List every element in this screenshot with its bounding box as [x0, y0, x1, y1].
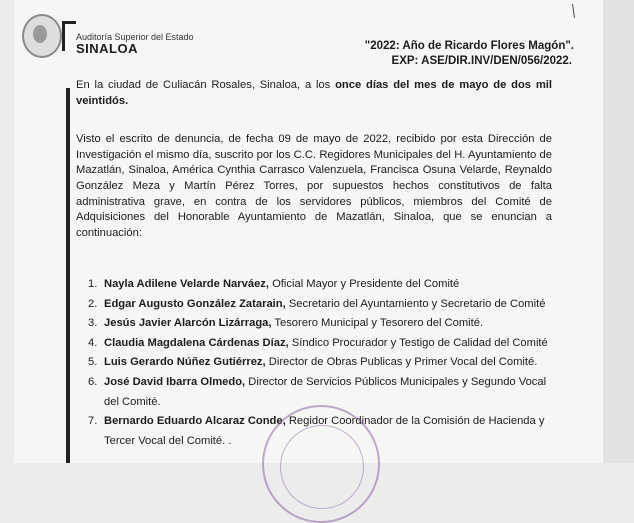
official-stamp	[262, 405, 380, 523]
complaint-paragraph: Visto el escrito de denuncia, de fecha 09 de mayo de 2022, recibido por esta Dirección de Investigación el mismo día, suscrito por los C.C. Regidores Municipales del H. Ayuntamiento de Mazatlán, Sinaloa, América Cynthia Carrasco Valenzuela, Francisca Osuna Velarde, Reynaldo González Meza y Martín Pérez Torres, por supuestos hechos constitutivos de falta administrativa grave, en contra de los servidores públicos, miembros del Comité de Adquisiciones del Honorable Ayuntamiento de Mazatlán, Sinaloa, que se enuncian a continuación:	[76, 133, 552, 240]
member-name: Jesús Javier Alarcón Lizárraga,	[104, 317, 272, 330]
member-name: Nayla Adilene Velarde Narváez,	[104, 278, 269, 290]
member-name: Edgar Augusto González Zatarain,	[104, 297, 286, 310]
file-number: EXP: ASE/DIR.INV/DEN/056/2022.	[391, 55, 572, 67]
coat-of-arms-icon	[22, 14, 62, 58]
list-item: 2. Edgar Augusto González Zatarain, Secretario del Ayuntamiento y Secretario de Comité	[88, 297, 546, 310]
state-name: SINALOA	[76, 41, 138, 56]
member-name: Bernardo Eduardo Alcaraz Conde,	[104, 415, 286, 428]
member-role: Director de Obras Publicas y Primer Vocal del Comité.	[265, 356, 538, 369]
scan-edge	[603, 0, 634, 463]
list-item: 4. Claudia Magdalena Cárdenas Díaz, Síndico Procurador y Testigo de Calidad del Comité	[88, 336, 548, 349]
member-role: Secretario del Ayuntamiento y Secretario de Comité	[285, 297, 546, 310]
member-role: Director de Servicios Públicos Municipales y Segundo Vocal del Comité.	[104, 375, 547, 408]
year-slogan: "2022: Año de Ricardo Flores Magón".	[364, 40, 574, 52]
date-paragraph	[76, 78, 552, 109]
stamp-inner-ring	[280, 425, 364, 509]
logo-bar	[62, 21, 65, 51]
date-text: En la ciudad de Culiacán Rosales, Sinaloa, a los	[76, 79, 336, 91]
list-item: 5. Luis Gerardo Núñez Gutiérrez, Director de Obras Publicas y Primer Vocal del Comité.	[88, 356, 538, 369]
margin-rule	[66, 88, 70, 463]
list-item: 1. Nayla Adilene Velarde Narváez, Oficial Mayor y Presidente del Comité	[88, 278, 460, 290]
date-bold: once días del mes de mayo de dos mil veintidós.	[76, 79, 552, 107]
member-role: Regidor Coordinador de la Comisión de Hacienda y Tercer Vocal del Comité. .	[104, 415, 545, 447]
member-role: Síndico Procurador y Testigo de Calidad del Comité	[288, 336, 548, 349]
member-role: Oficial Mayor y Presidente del Comité	[269, 278, 460, 290]
member-role: Tesorero Municipal y Tesorero del Comité.	[271, 317, 484, 330]
list-item: 6. José David Ibarra Olmedo, Director de Servicios Públicos Municipales y Segundo Vocal del Comité.	[88, 375, 547, 408]
member-name: Luis Gerardo Núñez Gutiérrez,	[104, 356, 266, 369]
org-name: Auditoría Superior del Estado	[76, 32, 194, 42]
logo-bar-top	[62, 21, 76, 24]
list-item: 3. Jesús Javier Alarcón Lizárraga, Tesorero Municipal y Tesorero del Comité.	[88, 317, 484, 330]
member-name: José David Ibarra Olmedo,	[104, 375, 246, 388]
member-name: Claudia Magdalena Cárdenas Díaz,	[104, 336, 289, 349]
list-item: 7. Bernardo Eduardo Alcaraz Conde, Regidor Coordinador de la Comisión de Hacienda y Tercer Vocal del Comité. .	[88, 415, 545, 447]
